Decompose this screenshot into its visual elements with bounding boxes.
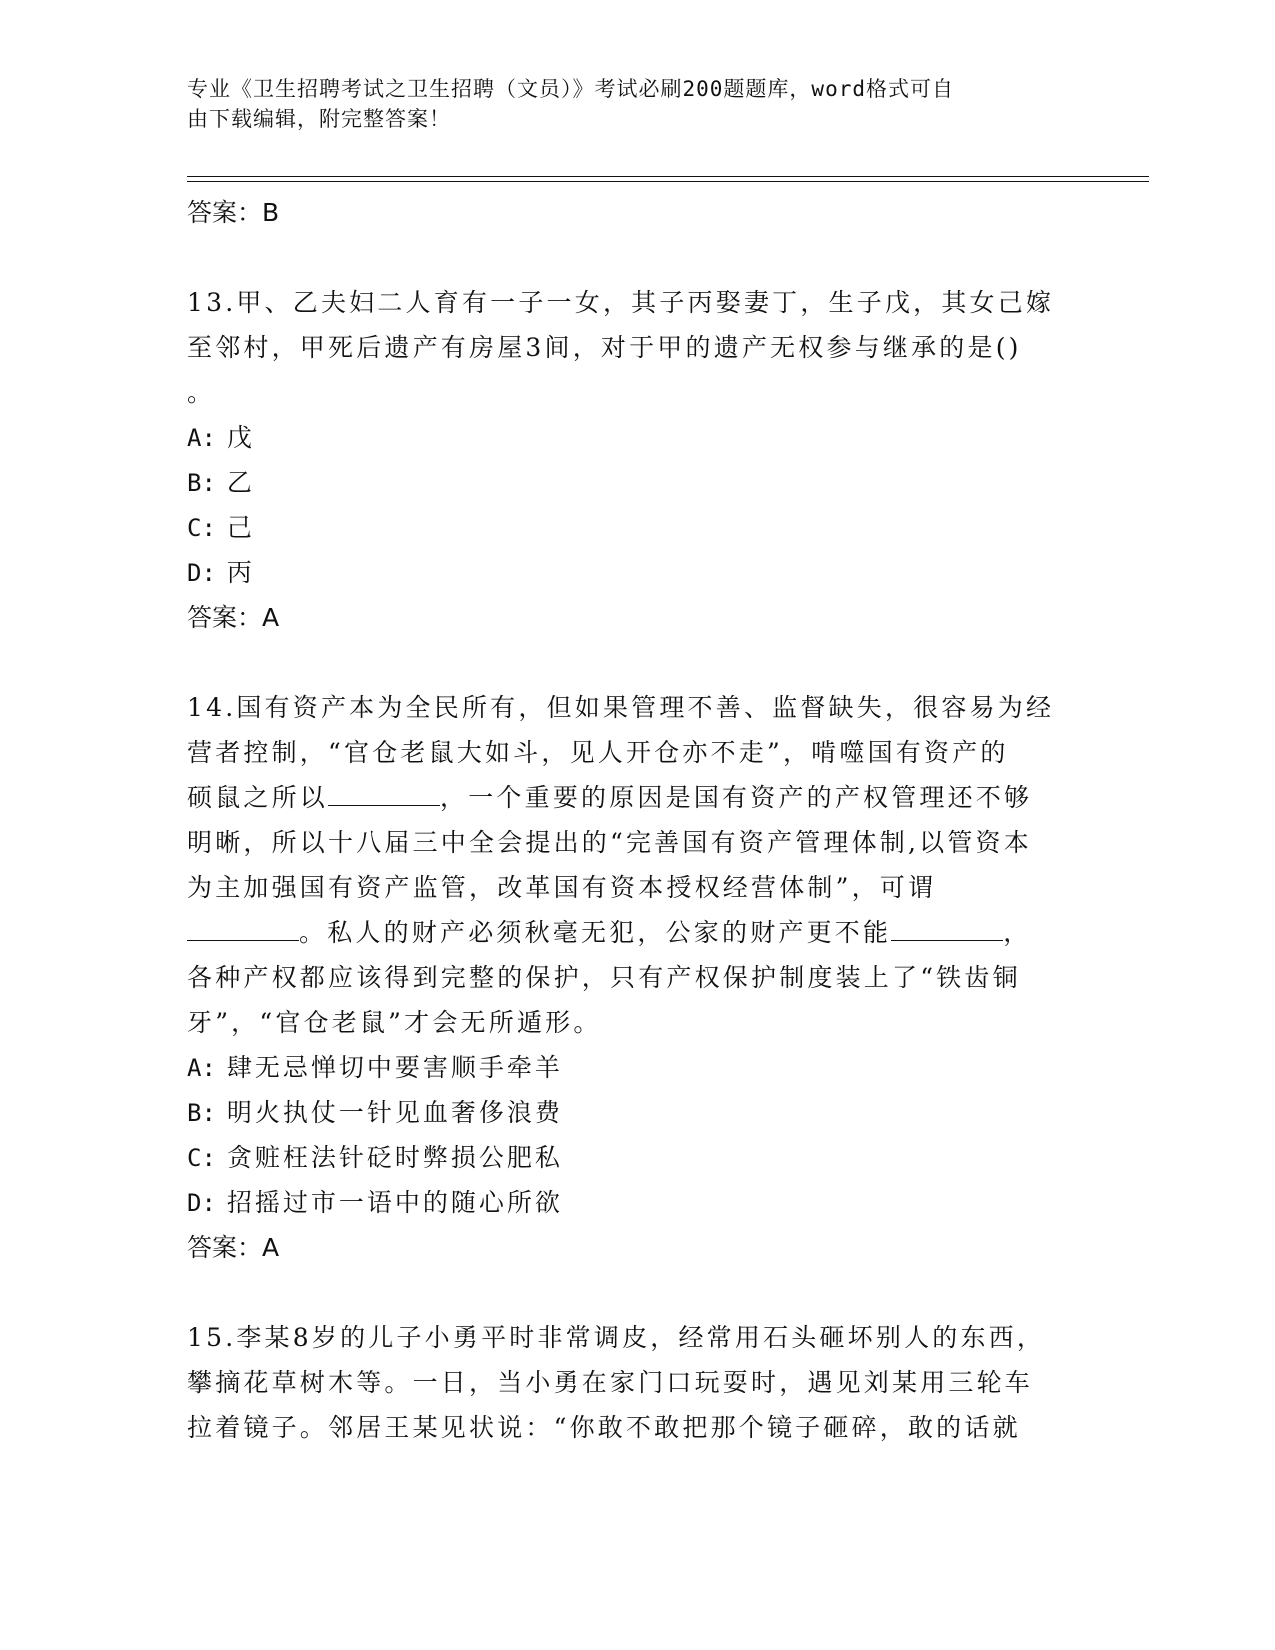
option-text: 明火执仗一针见血奢侈浪费 [226,1098,563,1127]
option-text: 贪赃枉法针砭时弊损公肥私 [226,1143,563,1172]
previous-answer: 答案：B [187,198,280,227]
stem-text: 硕鼠之所以 [187,783,329,812]
question-stem-line: 13.甲、乙夫妇二人育有一子一女，其子丙娶妻丁，生子戊，其女己嫁 [187,288,1055,317]
document-body [187,190,1067,1450]
option-c [187,505,1067,550]
option-key: A: [187,1054,216,1082]
option-key: C: [187,1144,216,1172]
question-stem-line [187,775,1067,820]
question-stem-line: 各种产权都应该得到完整的保护，只有产权保护制度装上了“铁齿铜 [187,963,1021,992]
option-key: B: [187,1099,216,1127]
option-key: D: [187,1189,216,1217]
question-14-stem [187,685,1067,1045]
option-a [187,1045,1067,1090]
question-stem-line [187,910,1067,955]
spacer [187,236,1067,280]
question-stem-line: 明晰，所以十八届三中全会提出的“完善国有资产管理体制,以管资本 [187,828,1032,857]
question-stem-line: 营者控制，“官仓老鼠大如斗，见人开仓亦不走”，啃噬国有资产的 [187,738,1009,767]
option-text: 己 [226,513,255,542]
option-text: 戊 [226,423,255,452]
question-stem-line: 为主加强国有资产监管，改革国有资本授权经营体制”，可谓 [187,873,937,902]
header-rule-top [187,176,1149,177]
question-stem-line: 14.国有资产本为全民所有，但如果管理不善、监督缺失，很容易为经 [187,693,1055,722]
question-stem-line: 15.李某8岁的儿子小勇平时非常调皮，经常用石头砸坏别人的东西， [187,1323,1046,1352]
option-key: C: [187,514,216,542]
option-text: 丙 [226,558,255,587]
option-c [187,1135,1067,1180]
fill-blank-3 [891,912,1003,941]
option-b [187,460,1067,505]
fill-blank-1 [328,777,440,806]
option-text: 招摇过市一语中的随心所欲 [226,1188,563,1217]
stem-text: ，一个重要的原因是国有资产的产权管理还不够 [440,783,1033,812]
option-d [187,550,1067,595]
page-header [187,74,1067,134]
question-13-answer: 答案：A [187,603,280,632]
option-text: 乙 [226,468,255,497]
option-key: B: [187,469,216,497]
question-14-answer: 答案：A [187,1233,280,1262]
question-15 [187,1315,1067,1450]
option-key: A: [187,424,216,452]
question-13-stem [187,280,1067,415]
question-13 [187,280,1067,641]
spacer [187,1271,1067,1315]
question-14 [187,685,1067,1271]
header-line-1: 专业《卫生招聘考试之卫生招聘（文员）》考试必刷200题题库，word格式可自 [187,77,954,101]
question-stem-line: 牙”，“官仓老鼠”才会无所遁形。 [187,1008,602,1037]
header-line-2: 由下载编辑，附完整答案！ [187,107,451,131]
question-stem-line: 至邻村，甲死后遗产有房屋3间，对于甲的遗产无权参与继承的是() [187,333,1022,362]
question-stem-line: 。 [187,378,216,407]
header-rule-bottom [187,181,1149,182]
fill-blank-2 [187,912,299,941]
stem-text: ， [1003,918,1032,947]
question-stem-line: 攀摘花草树木等。一日，当小勇在家门口玩耍时，遇见刘某用三轮车 [187,1368,1034,1397]
stem-text: 。私人的财产必须秋毫无犯，公家的财产更不能 [299,918,892,947]
option-b [187,1090,1067,1135]
option-a [187,415,1067,460]
spacer [187,641,1067,685]
question-15-stem [187,1315,1067,1450]
question-stem-line: 拉着镜子。邻居王某见状说：“你敢不敢把那个镜子砸碎，敢的话就 [187,1413,1021,1442]
option-text: 肆无忌惮切中要害顺手牵羊 [226,1053,563,1082]
option-d [187,1180,1067,1225]
option-key: D: [187,559,216,587]
